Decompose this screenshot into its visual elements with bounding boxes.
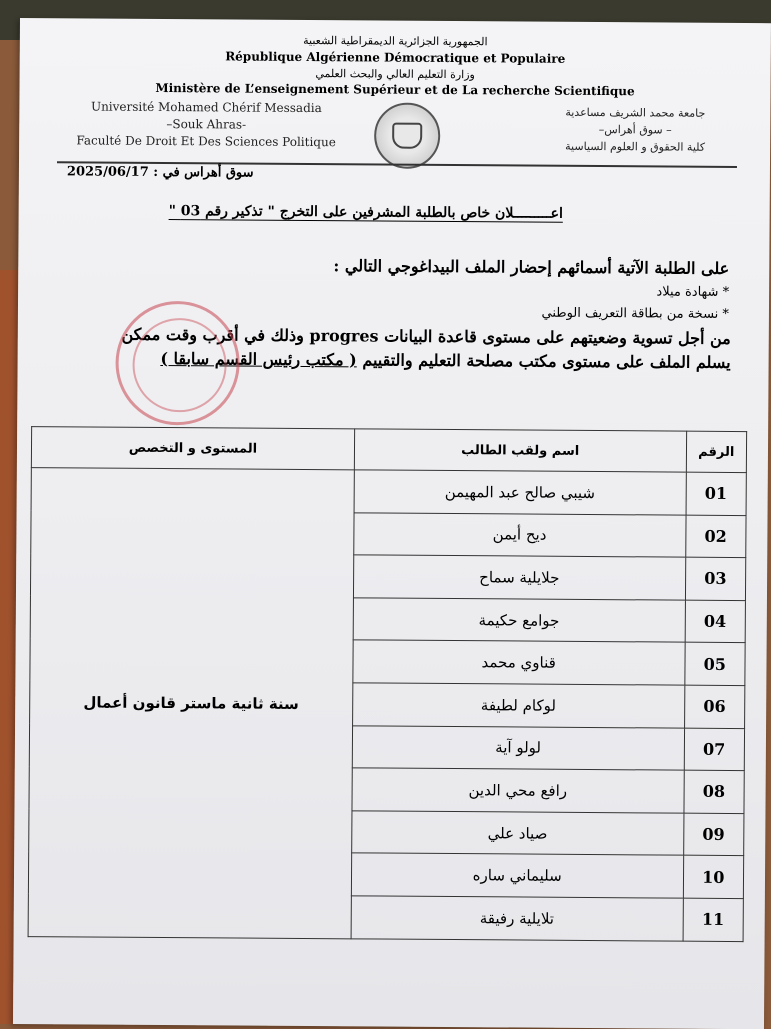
student-name: جلايلية سماح bbox=[353, 555, 685, 600]
student-name: ديح أيمن bbox=[354, 512, 686, 557]
header-level-specialty: المستوى و التخصص bbox=[31, 427, 354, 470]
row-number: 07 bbox=[684, 728, 745, 771]
ministry-french: Ministère de L’enseignement Supérieur et de La recherche Scientifique bbox=[155, 80, 635, 99]
faculty-arabic: كلية الحقوق و العلوم السياسية bbox=[565, 139, 706, 154]
announcement-title: اعـــــــــلان خاص بالطلبة المشرفين على التخرج " تذكير رقم 03 " bbox=[168, 203, 563, 222]
faculty-stamp bbox=[115, 301, 240, 426]
student-name: جوامع حكيمة bbox=[353, 598, 685, 643]
university-name-arabic: جامعة محمد الشريف مساعدية bbox=[565, 105, 706, 120]
header-student-name: اسم ولقب الطالب bbox=[354, 429, 686, 472]
student-name: صياد علي bbox=[351, 811, 683, 856]
student-name: قناوي محمد bbox=[353, 640, 685, 685]
place-date: سوق أهراس في : 2025/06/17 bbox=[66, 164, 254, 181]
students-table bbox=[28, 426, 748, 942]
intro-text: على الطلبة الآتية أسمائهم إحضار الملف البيداغوجي التالي : bbox=[333, 256, 730, 278]
republic-french: République Algérienne Démocratique et Populaire bbox=[225, 49, 566, 66]
student-name: لولو آية bbox=[352, 725, 684, 770]
row-number: 09 bbox=[683, 813, 744, 856]
level-specialty: سنة ثانية ماستر قانون أعمال bbox=[28, 468, 354, 939]
row-number: 11 bbox=[683, 898, 744, 941]
republic-arabic: الجمهورية الجزائرية الديمقراطية الشعبية bbox=[303, 33, 488, 49]
student-name: لوكام لطيفة bbox=[352, 683, 684, 728]
row-number: 03 bbox=[685, 557, 746, 600]
table-row bbox=[31, 468, 746, 516]
table-header-row bbox=[31, 427, 746, 473]
city-arabic: – سوق أهراس– bbox=[598, 123, 672, 137]
instruction-line-2-text: يسلم الملف على مستوى مكتب مصلحة التعليم والتقييم bbox=[362, 350, 731, 372]
city-french: –Souk Ahras- bbox=[166, 117, 247, 132]
student-name: شيبي صالح عبد المهيمن bbox=[354, 470, 686, 515]
row-number: 08 bbox=[684, 770, 745, 813]
faculty-french: Faculté De Droit Et Des Sciences Politique bbox=[76, 133, 336, 150]
document-sheet bbox=[13, 18, 771, 1029]
student-name: سليماني ساره bbox=[351, 853, 683, 898]
row-number: 04 bbox=[685, 600, 746, 643]
university-name-french: Université Mohamed Chérif Messadia bbox=[90, 99, 322, 116]
university-block-french bbox=[71, 98, 341, 151]
university-logo bbox=[374, 102, 440, 168]
instruction-line-2 bbox=[160, 349, 730, 372]
requirement-item: * شهادة ميلاد bbox=[656, 284, 730, 300]
row-number: 05 bbox=[684, 643, 745, 686]
row-number: 10 bbox=[683, 855, 744, 898]
ministry-arabic: وزارة التعليم العالي والبحث العلمي bbox=[315, 67, 475, 82]
university-block-arabic bbox=[540, 104, 730, 156]
student-name: تلايلية رفيقة bbox=[351, 896, 683, 941]
header-number: الرقم bbox=[686, 431, 747, 472]
office-note: ( مكتب رئيس القسم سابقا ) bbox=[160, 348, 357, 370]
instruction-line-1: من أجل تسوية وضعيتهم على مستوى قاعدة البيانات progres وذلك في أقرب وقت ممكن bbox=[121, 324, 731, 348]
row-number: 01 bbox=[686, 472, 747, 515]
requirement-item: * نسخة من بطاقة التعريف الوطني bbox=[541, 305, 729, 322]
row-number: 06 bbox=[684, 685, 745, 728]
student-name: رافع محي الدين bbox=[352, 768, 684, 813]
row-number: 02 bbox=[685, 515, 746, 558]
